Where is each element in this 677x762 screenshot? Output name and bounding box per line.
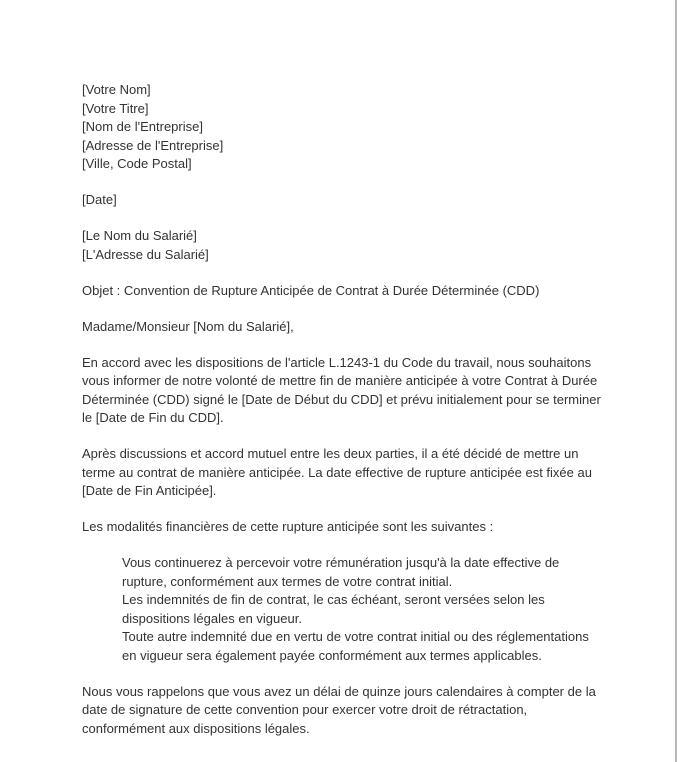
recipient-address: [L'Adresse du Salarié] [82,246,209,262]
date-block [82,191,602,210]
financial-term-item: Les indemnités de fin de contrat, le cas échéant, seront versées selon les dispositions légales en vigueur. [122,592,545,626]
city-postal-code: [Ville, Code Postal] [82,156,192,171]
sender-block [82,81,602,174]
company-name: [Nom de l'Entreprise] [82,119,203,134]
sender-name: [Votre Nom] [82,82,151,97]
subject-line: Objet : Convention de Rupture Anticipée de Contrat à Durée Déterminée (CDD) [82,282,540,298]
letter-date: [Date] [82,192,117,207]
sender-title: [Votre Titre] [82,100,149,116]
salutation: Madame/Monsieur [Nom du Salarié], [82,318,294,334]
financial-term-item: Vous continuerez à percevoir votre rémunération jusqu'à la date effective de rupture, conformément aux termes de votre contrat initial. [122,555,560,589]
recipient-name: [Le Nom du Salarié] [82,228,197,243]
paragraph-agreement: Après discussions et accord mutuel entre les deux parties, il a été décidé de mettre un terme au contrat de manière anticipée. La date effective de rupture anticipée est fixée au [Date de Fin Anticipée]. [82,446,592,498]
paragraph-financial-intro: Les modalités financières de cette rupture anticipée sont les suivantes : [82,519,494,534]
company-address: [Adresse de l'Entreprise] [82,137,224,153]
paragraph-intro: En accord avec les dispositions de l'article L.1243-1 du Code du travail, nous souhaitons vous informer de notre volonté de mettre fin de manière anticipée à votre Contrat à Durée Déterminée (CDD) signé le [Date de Début du CDD] et prévu initialement pour se terminer le [Date de Fin du CDD]. [82,354,601,425]
recipient-block [82,227,602,264]
letter-content [82,81,602,756]
financial-terms-list [122,554,602,665]
financial-term-item: Toute autre indemnité due en vertu de votre contrat initial ou des réglementations en vigueur sera également payée conformément aux termes applicables. [122,629,589,663]
paragraph-retraction: Nous vous rappelons que vous avez un délai de quinze jours calendaires à compter de la date de signature de cette convention pour exercer votre droit de rétractation, conformément aux dispositions légales. [82,683,596,736]
